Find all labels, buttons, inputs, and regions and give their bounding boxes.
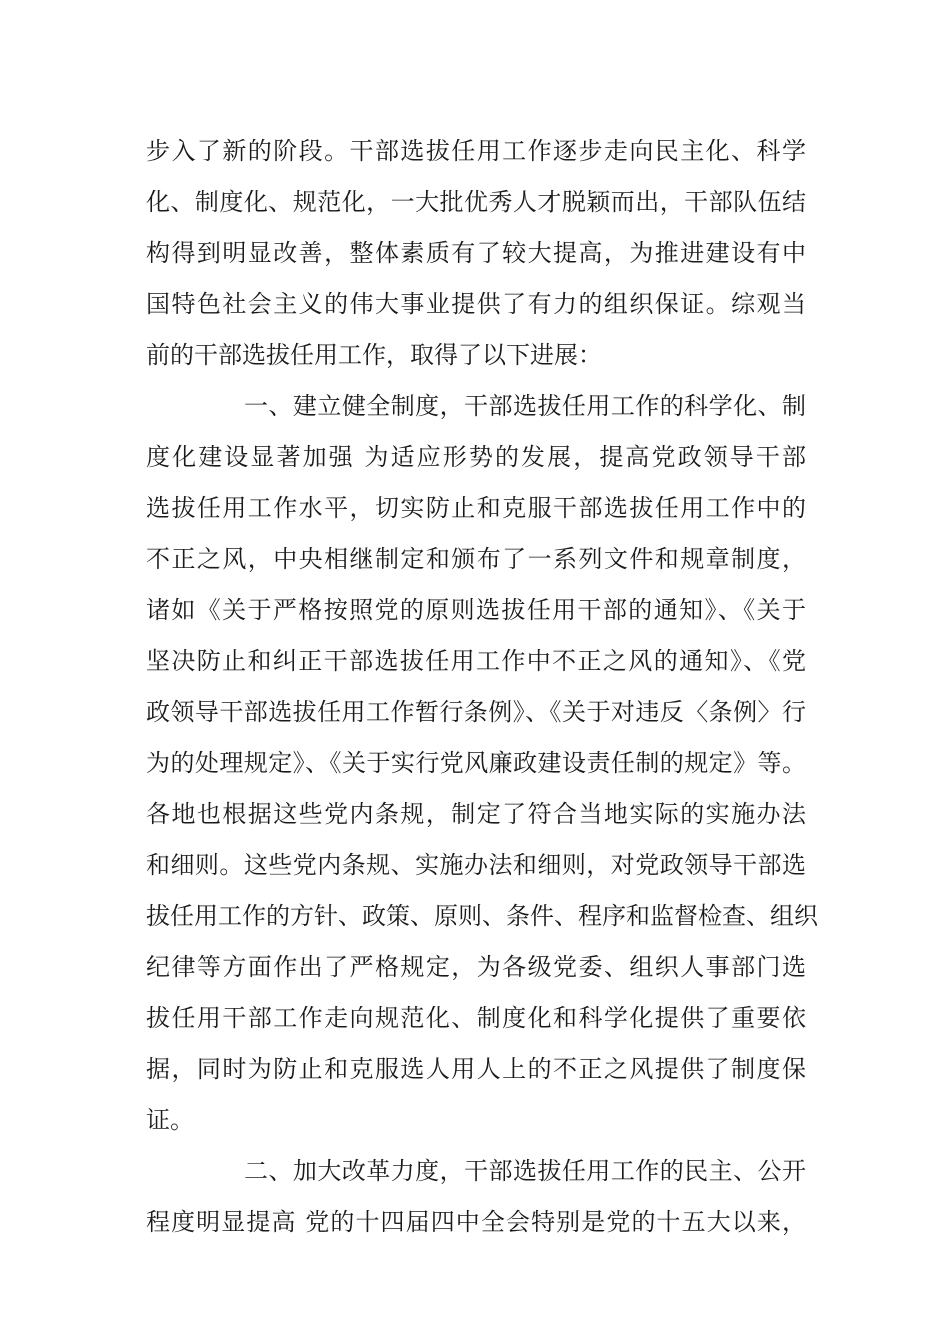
text-line-20: 证。 — [146, 1106, 194, 1134]
section-heading-1: 一、建立健全制度，干部选拔任用工作的科学化、制 — [244, 392, 806, 420]
text-line-12: 政领导干部选拔任用工作暂行条例》、《关于对违反〈条例〉行 — [146, 698, 806, 726]
text-line-3: 构得到明显改善，整体素质有了较大提高，为推进建设有中 — [146, 239, 806, 267]
text-line-11: 坚决防止和纠正干部选拔任用工作中不正之风的通知》、《党 — [146, 647, 806, 675]
text-line-2: 化、制度化、规范化，一大批优秀人才脱颖而出，干部队伍结 — [146, 188, 806, 216]
text-line-5: 前的干部选拔任用工作，取得了以下进展： — [146, 341, 602, 369]
text-line-17: 纪律等方面作出了严格规定，为各级党委、组织人事部门选 — [146, 953, 806, 981]
text-line-18: 拔任用干部工作走向规范化、制度化和科学化提供了重要依 — [146, 1004, 806, 1032]
text-line-8: 选拔任用工作水平，切实防止和克服干部选拔任用工作中的 — [146, 494, 806, 522]
text-line-9: 不正之风，中央相继制定和颁布了一系列文件和规章制度， — [146, 545, 806, 573]
text-line-22: 程度明显提高 党的十四届四中全会特别是党的十五大以来， — [146, 1208, 806, 1236]
text-line-7: 度化建设显著加强 为适应形势的发展，提高党政领导干部 — [146, 443, 806, 471]
text-line-19: 据，同时为防止和克服选人用人上的不正之风提供了制度保 — [146, 1055, 806, 1083]
text-line-15: 和细则。这些党内条规、实施办法和细则，对党政领导干部选 — [146, 851, 806, 879]
text-line-13: 为的处理规定》、《关于实行党风廉政建设责任制的规定》等。 — [146, 749, 806, 777]
text-line-16: 拔任用工作的方针、政策、原则、条件、程序和监督检查、组织 — [146, 902, 818, 930]
section-heading-2: 二、加大改革力度，干部选拔任用工作的民主、公开 — [244, 1157, 806, 1185]
text-line-14: 各地也根据这些党内条规，制定了符合当地实际的实施办法 — [146, 800, 806, 828]
text-line-10: 诸如《关于严格按照党的原则选拔任用干部的通知》、《关于 — [146, 596, 806, 624]
text-line-4: 国特色社会主义的伟大事业提供了有力的组织保证。综观当 — [146, 290, 806, 318]
text-line-1: 步入了新的阶段。干部选拔任用工作逐步走向民主化、科学 — [146, 137, 806, 165]
